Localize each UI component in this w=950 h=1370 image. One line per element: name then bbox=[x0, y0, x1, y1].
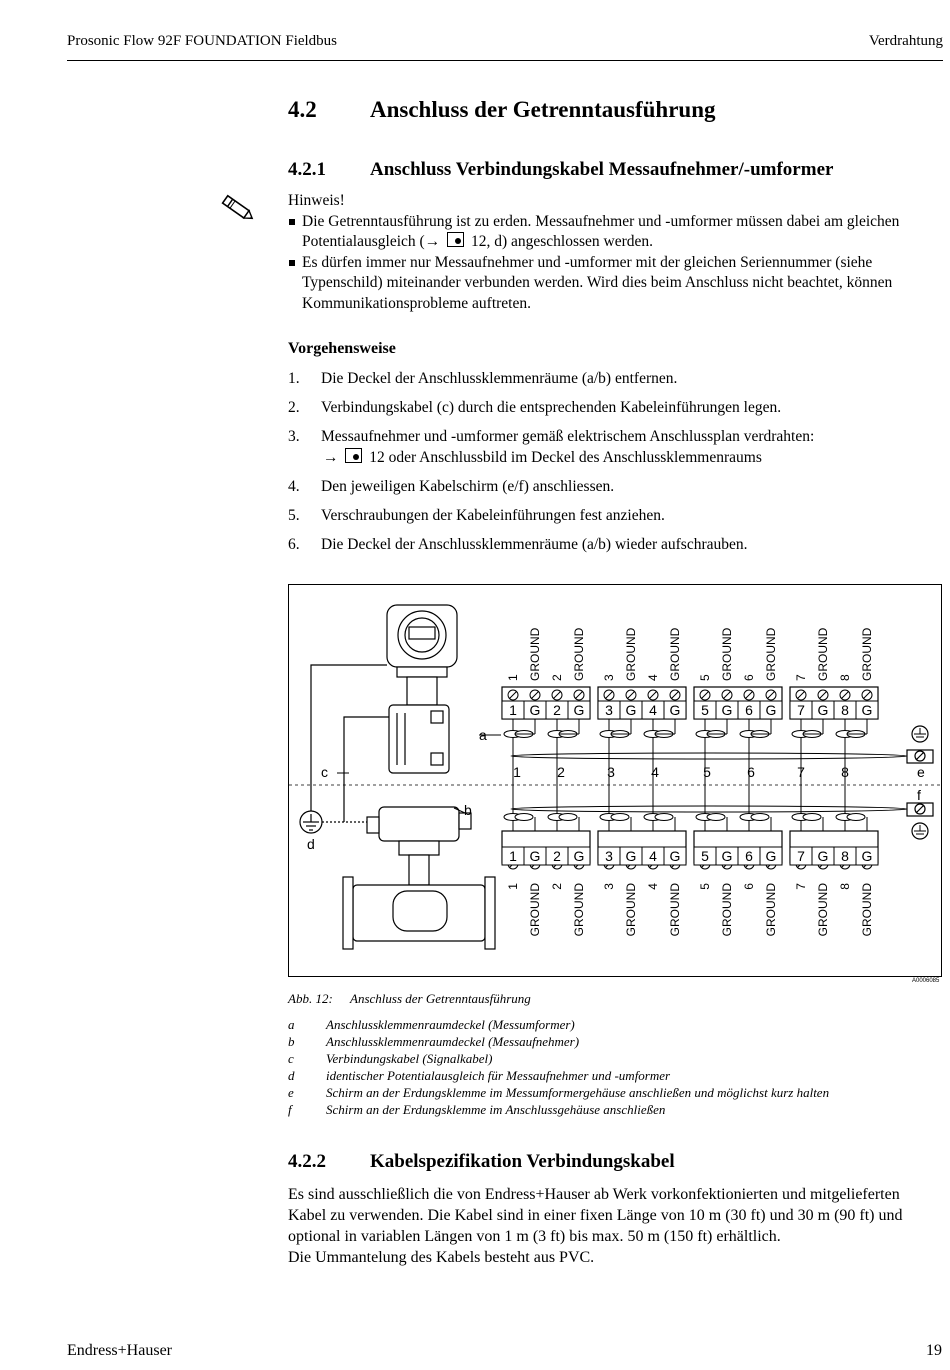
terminal-label: 5 bbox=[701, 702, 709, 718]
legend-key: f bbox=[288, 1102, 292, 1117]
terminal-label: 4 bbox=[649, 848, 657, 864]
subsection2-number: 4.2.2 bbox=[288, 1151, 326, 1172]
header-rule bbox=[67, 60, 943, 61]
step-text: Die Deckel der Anschlussklemmenräume (a/b) wieder aufschrauben. bbox=[321, 535, 748, 553]
legend-item bbox=[288, 1033, 829, 1050]
terminal-label: G bbox=[765, 702, 777, 718]
cable-spec-paragraph-1: Es sind ausschließlich die von Endress+Hauser ab Werk vorkonfektionierten und mitgelieferten Kabel zu verwenden. Die Kabel sind in einer fixen Länge von 10 m (30 ft) und 30 m (90 ft) und optional in variablen Längen von 1 m (3 ft) bis max. 50 m (150 ft) erhältlich. bbox=[288, 1186, 903, 1245]
terminal-label: 2 bbox=[553, 702, 561, 718]
ground-label: GROUND bbox=[572, 627, 586, 681]
subsection1-title: Anschluss Verbindungskabel Messaufnehmer/-umformer bbox=[370, 159, 834, 180]
ground-label: GROUND bbox=[764, 627, 778, 681]
procedure-title: Vorgehensweise bbox=[288, 340, 396, 357]
terminal-label: 6 bbox=[745, 848, 753, 864]
note-bullet-1 bbox=[288, 212, 948, 253]
terminal-label: 4 bbox=[649, 702, 657, 718]
step-number: 1. bbox=[288, 370, 300, 387]
label-f: f bbox=[917, 787, 921, 803]
wire-number-label: 5 bbox=[698, 883, 712, 890]
terminal-label: G bbox=[861, 702, 873, 718]
figure-reference-icon bbox=[447, 232, 464, 247]
drain-sleeve bbox=[707, 814, 725, 821]
subsection2-title: Kabelspezifikation Verbindungskabel bbox=[370, 1151, 675, 1172]
procedure-step bbox=[288, 535, 948, 556]
figure-legend bbox=[288, 1016, 829, 1118]
step-number: 3. bbox=[288, 428, 300, 445]
terminal-label: G bbox=[625, 848, 637, 864]
terminal-label: G bbox=[529, 702, 541, 718]
arrow-icon: → bbox=[424, 233, 441, 250]
wire-number: 6 bbox=[747, 764, 755, 780]
ground-label: GROUND bbox=[860, 883, 874, 937]
terminal-label: G bbox=[721, 848, 733, 864]
page-number: 19 bbox=[926, 1342, 942, 1359]
terminal-label: G bbox=[817, 702, 829, 718]
ground-label: GROUND bbox=[720, 883, 734, 937]
wire-number-label: 4 bbox=[646, 883, 660, 890]
terminal-label: G bbox=[669, 702, 681, 718]
legend-item bbox=[288, 1016, 829, 1033]
drain-sleeve bbox=[515, 814, 533, 821]
wire-number: 4 bbox=[651, 764, 659, 780]
terminal-label: G bbox=[625, 702, 637, 718]
terminal-label: G bbox=[861, 848, 873, 864]
header-chapter: Verdrahtung bbox=[868, 33, 943, 49]
ground-label: GROUND bbox=[816, 883, 830, 937]
terminal-label: G bbox=[573, 848, 585, 864]
ground-label: GROUND bbox=[668, 883, 682, 937]
step-text: Die Deckel der Anschlussklemmenräume (a/b) entfernen. bbox=[321, 370, 678, 387]
procedure-step bbox=[288, 477, 948, 498]
cable-spec-paragraph-2: Die Ummantelung des Kabels besteht aus PVC. bbox=[288, 1249, 595, 1266]
ground-label: GROUND bbox=[624, 627, 638, 681]
wiring-diagram bbox=[288, 584, 942, 977]
legend-text: Schirm an der Erdungsklemme im Anschlussgehäuse anschließen bbox=[326, 1102, 666, 1117]
step-number: 5. bbox=[288, 506, 300, 524]
ground-label: GROUND bbox=[764, 883, 778, 937]
wire-number: 1 bbox=[513, 764, 521, 780]
wire-number-label: 1 bbox=[506, 674, 520, 681]
legend-item bbox=[288, 1084, 829, 1101]
wire-number-label: 3 bbox=[602, 883, 616, 890]
terminal-label: G bbox=[529, 848, 541, 864]
legend-key: e bbox=[288, 1085, 294, 1100]
procedure-steps bbox=[288, 369, 948, 564]
note-bullet-1-text-b: 12, d) angeschlossen werden. bbox=[470, 233, 654, 250]
step-subtext: 12 oder Anschlussbild im Deckel des Anschlussklemmenraums bbox=[369, 448, 762, 466]
terminal-label: 1 bbox=[509, 848, 517, 864]
terminal-label: 8 bbox=[841, 702, 849, 718]
wire-number: 2 bbox=[557, 764, 565, 780]
legend-key: c bbox=[288, 1051, 294, 1066]
ground-label: GROUND bbox=[528, 627, 542, 681]
figure-reference-icon bbox=[345, 448, 362, 463]
ground-label: GROUND bbox=[816, 627, 830, 681]
caption-number: Abb. 12: bbox=[288, 991, 333, 1006]
note-bullet-2 bbox=[288, 253, 948, 315]
wire-number-label: 7 bbox=[794, 674, 808, 681]
terminal-label: 3 bbox=[605, 702, 613, 718]
drain-sleeve bbox=[847, 814, 865, 821]
terminal-label: 5 bbox=[701, 848, 709, 864]
note-bullet-1-text-a: Die Getrenntausführung ist zu erden. Messaufnehmer und -umformer müssen dabei am gleichen Potentialausgleich ( bbox=[302, 212, 900, 250]
subsection2-heading bbox=[288, 1151, 675, 1173]
label-e: e bbox=[917, 764, 925, 780]
subsection1-number: 4.2.1 bbox=[288, 159, 326, 180]
shield-terminals bbox=[907, 726, 933, 839]
figure-code: A0006085 bbox=[912, 978, 940, 984]
transmitter-drawing bbox=[387, 605, 457, 773]
section-heading bbox=[288, 97, 716, 123]
step-text: Den jeweiligen Kabelschirm (e/f) anschliessen. bbox=[321, 477, 615, 495]
terminal-label: 1 bbox=[509, 702, 517, 718]
ground-label: GROUND bbox=[720, 627, 734, 681]
step-number: 6. bbox=[288, 535, 300, 553]
footer-company: Endress+Hauser bbox=[67, 1342, 172, 1359]
arrow-icon: → bbox=[323, 448, 339, 466]
legend-item bbox=[288, 1101, 829, 1118]
terminal-label: 6 bbox=[745, 702, 753, 718]
legend-text: Anschlussklemmenraumdeckel (Messaufnehmer) bbox=[326, 1034, 580, 1049]
terminal-label: 7 bbox=[797, 848, 805, 864]
wire-number: 7 bbox=[797, 764, 805, 780]
wire-number: 5 bbox=[703, 764, 711, 780]
terminal-label: G bbox=[573, 702, 585, 718]
wire-number-label: 2 bbox=[550, 883, 564, 890]
wire-number-label: 6 bbox=[742, 674, 756, 681]
drain-sleeve bbox=[559, 814, 577, 821]
ground-label: GROUND bbox=[572, 883, 586, 937]
legend-text: Schirm an der Erdungsklemme im Messumformergehäuse anschließen und möglichst kurz halten bbox=[326, 1085, 830, 1100]
terminal-label: G bbox=[669, 848, 681, 864]
label-b: b bbox=[464, 802, 472, 818]
section-title: Anschluss der Getrenntausführung bbox=[370, 97, 716, 122]
wire-number-label: 3 bbox=[602, 674, 616, 681]
terminal-label: G bbox=[817, 848, 829, 864]
terminal-label: 3 bbox=[605, 848, 613, 864]
wire-number-label: 4 bbox=[646, 674, 660, 681]
legend-key: a bbox=[288, 1017, 295, 1032]
legend-key: d bbox=[288, 1068, 295, 1083]
drain-sleeve bbox=[803, 814, 821, 821]
ground-label: GROUND bbox=[528, 883, 542, 937]
legend-text: Verbindungskabel (Signalkabel) bbox=[326, 1051, 493, 1066]
subsection1-heading bbox=[288, 159, 833, 181]
note-label: Hinweis! bbox=[288, 192, 345, 209]
wire-number-label: 6 bbox=[742, 883, 756, 890]
legend-text: identischer Potentialausgleich für Messaufnehmer und -umformer bbox=[326, 1068, 671, 1083]
ground-label: GROUND bbox=[624, 883, 638, 937]
label-c: c bbox=[321, 764, 328, 780]
wire-number-label: 5 bbox=[698, 674, 712, 681]
wire-number: 8 bbox=[841, 764, 849, 780]
header-product: Prosonic Flow 92F FOUNDATION Fieldbus bbox=[67, 33, 338, 49]
drain-sleeve bbox=[751, 814, 769, 821]
procedure-step bbox=[288, 506, 948, 527]
wire-number-label: 8 bbox=[838, 674, 852, 681]
section-number: 4.2 bbox=[288, 97, 317, 122]
figure-caption bbox=[288, 991, 531, 1007]
drain-sleeve bbox=[655, 814, 673, 821]
sensor-drawing bbox=[343, 807, 495, 949]
cable-spec-text bbox=[288, 1184, 938, 1268]
ground-label: GROUND bbox=[668, 627, 682, 681]
terminal-label: G bbox=[765, 848, 777, 864]
procedure-step bbox=[288, 427, 948, 468]
wire-number-label: 1 bbox=[506, 883, 520, 890]
ground-label: GROUND bbox=[860, 627, 874, 681]
label-d: d bbox=[307, 836, 315, 852]
terminal-label: G bbox=[721, 702, 733, 718]
wire-number-label: 8 bbox=[838, 883, 852, 890]
procedure-step bbox=[288, 369, 948, 390]
procedure-step bbox=[288, 398, 948, 419]
terminal-label: 7 bbox=[797, 702, 805, 718]
wire-number: 3 bbox=[607, 764, 615, 780]
legend-text: Anschlussklemmenraumdeckel (Messumformer) bbox=[326, 1017, 575, 1032]
step-text: Verbindungskabel (c) durch die entsprechenden Kabeleinführungen legen. bbox=[321, 399, 782, 416]
legend-item bbox=[288, 1050, 829, 1067]
step-text: Verschraubungen der Kabeleinführungen fest anziehen. bbox=[321, 506, 665, 524]
wiring-diagram-svg bbox=[289, 585, 941, 976]
caption-text: Anschluss der Getrenntausführung bbox=[350, 991, 531, 1006]
legend-item bbox=[288, 1067, 829, 1084]
wire-number-label: 2 bbox=[550, 674, 564, 681]
step-number: 2. bbox=[288, 399, 300, 416]
note-block bbox=[288, 191, 948, 314]
step-text: Messaufnehmer und -umformer gemäß elektrischem Anschlussplan verdrahten: bbox=[321, 428, 815, 445]
label-a: a bbox=[479, 727, 487, 743]
step-number: 4. bbox=[288, 477, 300, 495]
terminal-label: 8 bbox=[841, 848, 849, 864]
note-bullet-2-text: Es dürfen immer nur Messaufnehmer und -umformer mit der gleichen Seriennummer (siehe Typenschild) miteinander verbunden werden. Wird dies beim Anschluss nicht beachtet, können Kommunikationsprobleme auftreten. bbox=[302, 253, 893, 312]
pencil-icon bbox=[218, 192, 258, 234]
drain-sleeve bbox=[611, 814, 629, 821]
wire-number-label: 7 bbox=[794, 883, 808, 890]
legend-key: b bbox=[288, 1034, 295, 1049]
terminal-label: 2 bbox=[553, 848, 561, 864]
